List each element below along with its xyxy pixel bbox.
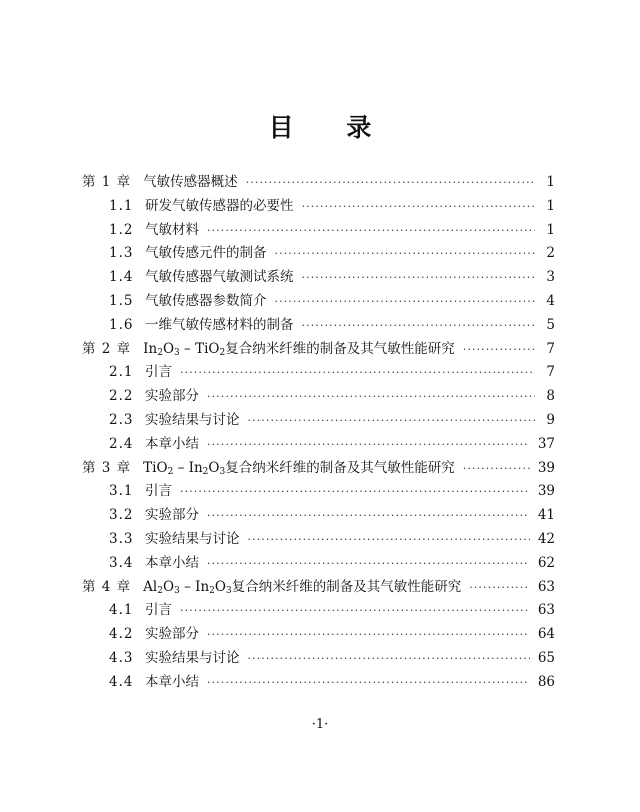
toc-entry-number: 2.2 (109, 388, 134, 405)
toc-entry-page: 41 (537, 507, 555, 524)
toc-entry-title: 实验结果与讨论 (145, 649, 240, 666)
page-title: 目 录 (268, 113, 394, 142)
toc-chapter-entry[interactable] (82, 337, 555, 361)
toc-entry-number: 3.1 (109, 483, 134, 500)
toc-entry-number: 4.1 (109, 602, 134, 619)
toc-entry-title: 实验结果与讨论 (145, 411, 240, 428)
toc-entry-number: 第 1 章 (82, 174, 132, 190)
toc-entry-number: 1.4 (109, 269, 134, 286)
toc-section-entry[interactable] (82, 360, 555, 384)
toc-entry-title: 气敏传感器概述 (143, 174, 238, 190)
toc-entry-page: 62 (537, 554, 555, 571)
toc-section-entry[interactable] (82, 265, 555, 289)
toc-leader-dots (207, 438, 530, 451)
toc-section-entry[interactable] (82, 479, 555, 503)
toc-leader-dots (180, 485, 530, 498)
toc-leader-dots (275, 247, 536, 260)
toc-entry-number: 1.1 (109, 197, 134, 214)
toc-entry-number: 1.2 (109, 221, 134, 238)
toc-section-entry[interactable] (82, 408, 555, 432)
toc-entry-number: 1.6 (109, 316, 134, 333)
toc-leader-dots (275, 295, 536, 308)
toc-entry-title: $Al_2O_3 - In_2O_3$复合纳米纤维的制备及其气敏性能研究 (143, 578, 462, 596)
toc-entry-number: 第 3 章 (82, 459, 132, 476)
toc-entry-number: 4.2 (109, 626, 134, 643)
toc-leader-dots (207, 390, 535, 403)
toc-entry-page: 3 (546, 269, 555, 286)
toc-section-entry[interactable] (82, 646, 555, 670)
toc-entry-page: 63 (537, 578, 555, 595)
toc-entry-page: 37 (537, 435, 555, 452)
toc-entry-page: 1 (546, 197, 555, 214)
toc-entry-title: 气敏材料 (145, 221, 199, 238)
toc-leader-dots (207, 557, 530, 570)
toc-entry-page: 2 (546, 245, 555, 262)
toc-entry-title: $In_2O_3 - TiO_2$复合纳米纤维的制备及其气敏性能研究 (143, 340, 455, 358)
toc-entry-page: 9 (546, 411, 555, 428)
toc-leader-dots (180, 366, 535, 379)
toc-leader-dots (207, 628, 530, 641)
toc-entry-title: 实验部分 (145, 626, 199, 643)
toc-section-entry[interactable] (82, 384, 555, 408)
toc-section-entry[interactable] (82, 503, 555, 527)
toc-leader-dots (302, 271, 536, 284)
toc-section-entry[interactable] (82, 598, 555, 622)
toc-leader-dots (302, 200, 536, 213)
toc-entry-page: 64 (537, 626, 555, 643)
toc-entry-number: 2.3 (109, 411, 134, 428)
toc-entry-page: 7 (546, 340, 555, 357)
toc-section-entry[interactable] (82, 289, 555, 313)
toc-entry-number: 3.3 (109, 530, 134, 547)
toc-entry-title: 气敏传感器参数简介 (145, 292, 267, 309)
toc-entry-number: 第 2 章 (82, 340, 132, 357)
toc-leader-dots (207, 224, 535, 237)
toc-entry-number: 2.1 (109, 364, 134, 381)
toc-entry-number: 3.4 (109, 554, 134, 571)
toc-entry-title: 本章小结 (145, 435, 199, 452)
toc-leader-dots (246, 176, 535, 189)
toc-section-entry[interactable] (82, 670, 555, 694)
toc-leader-dots (248, 652, 530, 665)
toc-entry-page: 4 (546, 292, 555, 309)
toc-section-entry[interactable] (82, 551, 555, 575)
toc-entry-title: 引言 (145, 602, 172, 619)
toc-entry-page: 42 (537, 530, 555, 547)
toc-entry-page: 1 (546, 221, 555, 238)
toc-leader-dots (463, 343, 535, 356)
toc-entry-title: 实验部分 (145, 507, 199, 524)
toc-chapter-entry[interactable] (82, 170, 555, 194)
toc-entry-title: 引言 (145, 483, 172, 500)
page-number-footer: ·1· (311, 717, 329, 732)
toc-leader-dots (248, 533, 530, 546)
toc-leader-dots (207, 509, 530, 522)
toc-leader-dots (207, 676, 530, 689)
toc-entry-page: 1 (546, 174, 555, 190)
toc-entry-title: 一维气敏传感材料的制备 (145, 316, 294, 333)
toc-chapter-entry[interactable] (82, 575, 555, 599)
toc-entry-title: 引言 (145, 364, 172, 381)
table-of-contents (82, 170, 555, 694)
toc-entry-title: 研发气敏传感器的必要性 (145, 197, 294, 214)
toc-entry-number: 1.3 (109, 245, 134, 262)
toc-entry-page: 65 (537, 649, 555, 666)
toc-leader-dots (302, 319, 536, 332)
toc-entry-number: 1.5 (109, 292, 134, 309)
toc-section-entry[interactable] (82, 527, 555, 551)
toc-entry-number: 第 4 章 (82, 578, 132, 595)
toc-entry-number: 4.3 (109, 649, 134, 666)
toc-section-entry[interactable] (82, 218, 555, 242)
toc-entry-title: 气敏传感元件的制备 (145, 245, 267, 262)
toc-section-entry[interactable] (82, 622, 555, 646)
toc-entry-title: $TiO_2 - In_2O_3$复合纳米纤维的制备及其气敏性能研究 (143, 459, 455, 477)
toc-section-entry[interactable] (82, 241, 555, 265)
toc-entry-title: 本章小结 (145, 673, 199, 690)
toc-chapter-entry[interactable] (82, 456, 555, 480)
toc-leader-dots (248, 414, 536, 427)
toc-entry-title: 实验结果与讨论 (145, 530, 240, 547)
toc-entry-number: 4.4 (109, 673, 134, 690)
toc-leader-dots (180, 604, 530, 617)
toc-entry-page: 39 (537, 483, 555, 500)
toc-entry-number: 2.4 (109, 435, 134, 452)
toc-entry-page: 5 (546, 316, 555, 333)
toc-section-entry[interactable] (82, 432, 555, 456)
toc-entry-page: 86 (537, 673, 555, 690)
toc-entry-number: 3.2 (109, 507, 134, 524)
toc-section-entry[interactable] (82, 194, 555, 218)
toc-entry-title: 本章小结 (145, 554, 199, 571)
toc-entry-title: 气敏传感器气敏测试系统 (145, 269, 294, 286)
toc-entry-title: 实验部分 (145, 388, 199, 405)
toc-leader-dots (469, 581, 530, 594)
toc-section-entry[interactable] (82, 313, 555, 337)
toc-entry-page: 7 (546, 364, 555, 381)
toc-entry-page: 63 (537, 602, 555, 619)
toc-entry-page: 39 (537, 459, 555, 476)
toc-entry-page: 8 (546, 388, 555, 405)
toc-leader-dots (463, 462, 530, 475)
